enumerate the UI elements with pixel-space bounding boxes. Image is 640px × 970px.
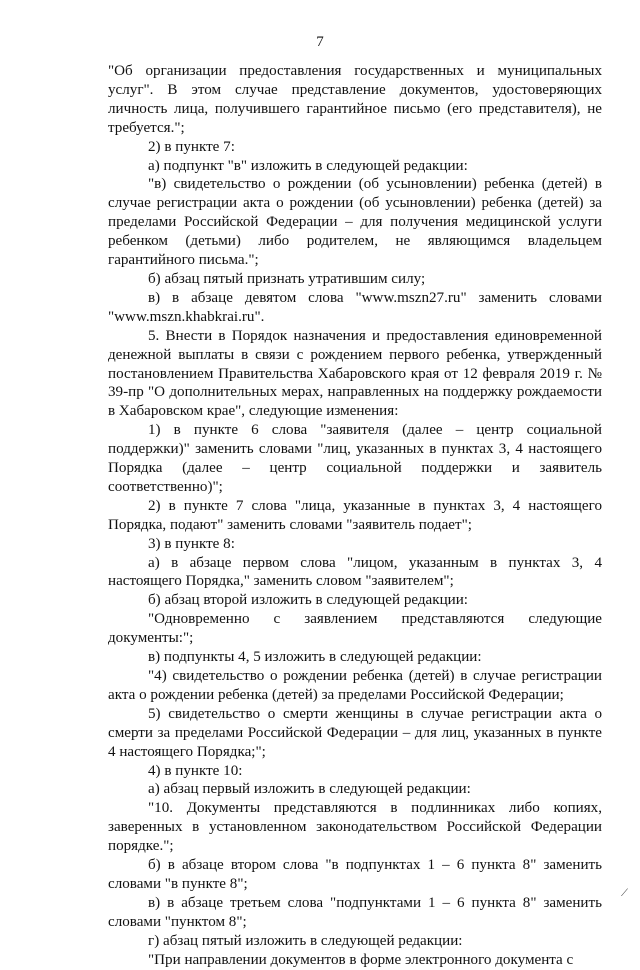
paragraph: б) абзац второй изложить в следующей редакции: [148,592,469,609]
paragraph: "Одновременно с заявлением представляются следующие документы:"; [108,611,602,647]
paragraph: 2) в пункте 7 слова "лица, указанные в пунктах 3, 4 настоящего Порядка, подают" заменить словами "заявитель подает"; [108,497,602,533]
paragraph: в) подпункты 4, 5 изложить в следующей редакции: [148,649,482,666]
paragraph: в) в абзаце девятом слова "www.mszn27.ru" заменить словами "www.mszn.khabkrai.ru". [108,289,602,325]
paragraph: 5. Внести в Порядок назначения и предоставления единовременной денежной выплаты в связи с рождением первого ребенка, утвержденный постановлением Правительства Хабаровского края от 12 февраля 2019 г. № 39-пр "О дополнительных мерах, направленных на поддержку рождаемости в Хабаровском крае", следующие изменения: [108,327,602,420]
paragraph: "4) свидетельство о рождении ребенка (детей) в случае регистрации акта о рождении ребенка (детей) за пределами Российской Федерации; [108,668,602,703]
paragraph: "Об организации предоставления государственных и муниципальных услуг". В этом случае представление документов, удостоверяющих личность лица, получившего гарантийное письмо (его представителя), не требуется."; [108,63,602,136]
corner-mark: ⟋ [621,888,628,899]
paragraph: в) в абзаце третьем слова "подпунктами 1 – 6 пункта 8" заменить словами "пунктом 8"; [108,894,602,930]
paragraph: а) в абзаце первом слова "лицом, указанным в пунктах 3, 4 настоящего Порядка," заменить словом "заявителем"; [108,554,602,590]
paragraph: а) подпункт "в" изложить в следующей редакции: [148,157,468,174]
paragraph: 1) в пункте 6 слова "заявителя (далее – центр социальной поддержки)" заменить словами "лиц, указанных в пунктах 3, 4 настоящего Порядка (далее – центр социальной поддержки и заявитель соответственно)"; [108,422,602,495]
paragraph: б) в абзаце втором слова "в подпунктах 1 – 6 пункта 8" заменить словами "в пункте 8"; [108,857,602,892]
paragraph: 4) в пункте 10: [148,762,243,779]
paragraph: 3) в пункте 8: [148,535,235,552]
paragraph: "в) свидетельство о рождении (об усыновлении) ребенка (детей) в случае регистрации акта о рождении (об усыновлении) ребенка (детей) за пределами Российской Федерации – для получения медицинской услуги ребенком (детьми) либо родителем, не являющимся владельцем гарантийного письма."; [108,176,602,269]
document-body [108,62,602,970]
paragraph: а) абзац первый изложить в следующей редакции: [148,781,471,798]
paragraph: 2) в пункте 7: [148,138,235,155]
paragraph: г) абзац пятый изложить в следующей редакции: [148,932,463,949]
page-number: 7 [316,34,324,50]
paragraph: "При направлении документов в форме электронного документа с [148,951,574,968]
paragraph: 5) свидетельство о смерти женщины в случае регистрации акта о смерти за пределами Российской Федерации – для лиц, указанных в пункте 4 настоящего Порядка;"; [108,705,602,760]
paragraph: "10. Документы представляются в подлинниках либо копиях, заверенных в установленном законодательством Российской Федерации порядке."; [108,800,602,855]
paragraph: б) абзац пятый признать утратившим силу; [148,270,426,287]
